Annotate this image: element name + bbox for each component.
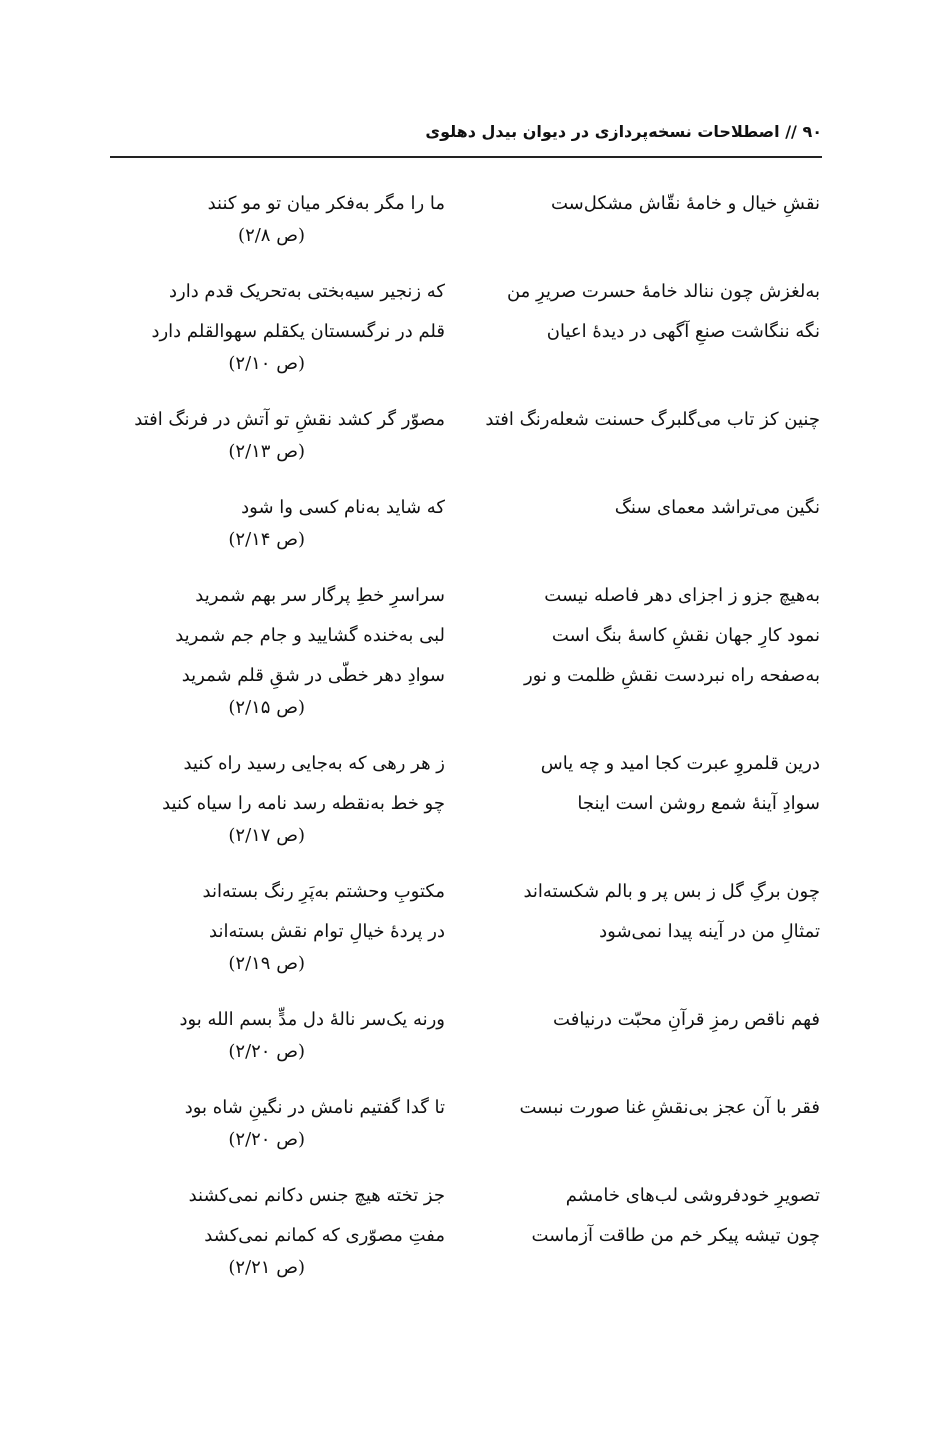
verse-line <box>110 400 820 440</box>
verse-entry <box>110 872 820 990</box>
verse-entry <box>110 488 820 566</box>
page-reference: (ص ۲/۲۱) <box>228 1257 305 1278</box>
verse-line <box>110 1176 820 1216</box>
verse-line <box>110 272 820 312</box>
header-separator: // <box>785 122 797 141</box>
first-hemistich: به‌صفحه راه نبردست نقشِ ظلمت و نور <box>523 665 820 686</box>
page-reference: (ص ۲/۸) <box>238 225 305 246</box>
second-hemistich: ز هر رهی که به‌جایی رسید راه کنید <box>183 753 445 774</box>
verse-line <box>110 1000 820 1040</box>
first-hemistich: نگه ننگاشت صنعِ آگهی در دیدهٔ اعیان <box>546 321 820 342</box>
verse-line <box>110 184 820 224</box>
verse-entry <box>110 400 820 478</box>
first-hemistich: چنین کز تاب می‌گلبرگ حسنت شعله‌رنگ افتد <box>485 409 820 430</box>
verse-line <box>110 912 820 952</box>
verse-line <box>110 312 820 352</box>
verse-line <box>110 488 820 528</box>
second-hemistich: مصوّر گر کشد نقشِ تو آتش در فرنگ افتد <box>134 409 445 430</box>
first-hemistich: نگین می‌تراشد معمای سنگ <box>614 497 820 518</box>
verse-line <box>110 616 820 656</box>
running-head <box>425 122 822 141</box>
second-hemistich: ما را مگر به‌فکر میان تو مو کنند <box>207 193 445 214</box>
verse-entry <box>110 576 820 734</box>
verse-line <box>110 872 820 912</box>
second-hemistich: لبی به‌خنده گشایید و جام جم شمرید <box>175 625 445 646</box>
second-hemistich: مفتِ مصوّری که کمانم نمی‌کشد <box>204 1225 445 1246</box>
page-reference: (ص ۲/۱۴) <box>228 529 305 550</box>
verse-entry <box>110 272 820 390</box>
first-hemistich: درین قلمروِ عبرت کجا امید و چه یاس <box>540 753 820 774</box>
page-reference: (ص ۲/۲۰) <box>228 1129 305 1150</box>
page-reference: (ص ۲/۱۷) <box>228 825 305 846</box>
second-hemistich: سراسرِ خطِ پرگار سر بهم شمرید <box>195 585 445 606</box>
second-hemistich: در پردهٔ خیالِ توام نقش بسته‌اند <box>209 921 445 942</box>
first-hemistich: چون برگِ گل ز بس پر و بالم شکسته‌اند <box>523 881 820 902</box>
poem-body <box>110 184 820 1304</box>
page-reference: (ص ۲/۱۰) <box>228 353 305 374</box>
book-title: اصطلاحات نسخه‌پردازی در دیوان بیدل دهلوی <box>425 122 780 141</box>
verse-entry <box>110 1088 820 1166</box>
verse-line <box>110 1088 820 1128</box>
first-hemistich: سوادِ آینهٔ شمع روشن است اینجا <box>577 793 820 814</box>
second-hemistich: سوادِ دهر خطّی در شقِ قلم شمرید <box>181 665 445 686</box>
page-reference: (ص ۲/۱۵) <box>228 697 305 718</box>
second-hemistich: ورنه یک‌سر نالهٔ دل مدٍّ بسم الله بود <box>179 1009 445 1030</box>
first-hemistich: چون تیشه پیکر خم من طاقت آزماست <box>531 1225 820 1246</box>
second-hemistich: که زنجیر سیه‌بختی به‌تحریک قدم دارد <box>168 281 445 302</box>
first-hemistich: نقشِ خیال و خامهٔ نقّاش مشکل‌ست <box>551 193 820 214</box>
second-hemistich: جز تخته هیچ جنس دکانم نمی‌کشند <box>188 1185 445 1206</box>
page-reference: (ص ۲/۲۰) <box>228 1041 305 1062</box>
first-hemistich: به‌هیچ جزو ز اجزای دهر فاصله نیست <box>544 585 820 606</box>
verse-line <box>110 656 820 696</box>
first-hemistich: فقر با آن عجز بی‌نقشِ غنا صورت نبست <box>519 1097 820 1118</box>
second-hemistich: که شاید به‌نام کسی وا شود <box>241 497 445 518</box>
first-hemistich: به‌لغزش چون ننالد خامهٔ حسرت صریرِ من <box>506 281 820 302</box>
verse-line <box>110 784 820 824</box>
verse-entry <box>110 1176 820 1294</box>
page-reference: (ص ۲/۱۹) <box>228 953 305 974</box>
page-number: ۹۰ <box>802 122 822 141</box>
verse-line <box>110 1216 820 1256</box>
second-hemistich: مکتوبِ وحشتم به‌پَرِ رنگ بسته‌اند <box>202 881 445 902</box>
first-hemistich: تمثالِ من در آینه پیدا نمی‌شود <box>599 921 820 942</box>
page-reference: (ص ۲/۱۳) <box>228 441 305 462</box>
first-hemistich: تصویرِ خودفروشی لب‌های خامشم <box>565 1185 820 1206</box>
second-hemistich: تا گدا گفتیم نامش در نگینِ شاه بود <box>184 1097 445 1118</box>
verse-entry <box>110 1000 820 1078</box>
verse-line <box>110 744 820 784</box>
page-header <box>110 118 822 158</box>
second-hemistich: قلم در نرگسستان یکقلم سهوالقلم دارد <box>151 321 445 342</box>
first-hemistich: فهم ناقص رمزِ قرآنِ محبّت درنیافت <box>553 1009 820 1030</box>
second-hemistich: چو خط به‌نقطه رسد نامه را سیاه کنید <box>162 793 445 814</box>
verse-line <box>110 576 820 616</box>
first-hemistich: نمود کارِ جهان نقشِ کاسهٔ بنگ است <box>551 625 820 646</box>
verse-entry <box>110 744 820 862</box>
verse-entry <box>110 184 820 262</box>
